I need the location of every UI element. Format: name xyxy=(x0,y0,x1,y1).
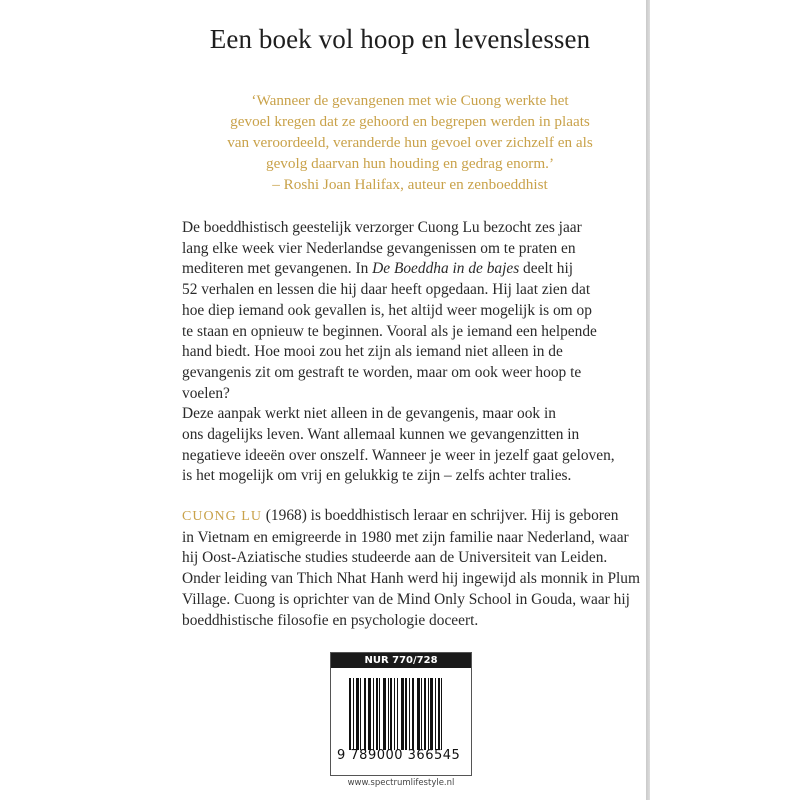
cover-headline: Een boek vol hoop en levenslessen xyxy=(209,24,591,54)
text-segment: deelt hij xyxy=(519,260,574,278)
bio-line: Village. Cuong is oprichter van de Mind Only School in Gouda, waar hij xyxy=(182,590,630,608)
bio-line: hij Oost-Aziatische studies studeerde aan de Universiteit van Leiden. xyxy=(182,549,608,567)
description-line: negatieve ideeën over onszelf. Wanneer je weer in jezelf gaat geloven, xyxy=(182,446,615,464)
bio-line: Onder leiding van Thich Nhat Hanh werd hij ingewijd als monnik in Plum xyxy=(182,570,640,588)
endorsement-quote xyxy=(180,90,640,195)
description-line: De boeddhistisch geestelijk verzorger Cuong Lu bezocht zes jaar xyxy=(182,219,582,236)
quote-line: ‘Wanneer de gevangenen met wie Cuong werkte het xyxy=(251,92,569,109)
description-line: voelen? xyxy=(182,384,230,402)
description-line: lang elke week vier Nederlandse gevangenissen om te praten en xyxy=(182,239,576,257)
publisher-website: www.spectrumlifestyle.nl xyxy=(347,778,455,788)
bio-line: in Vietnam en emigreerde in 1980 met zijn familie naar Nederland, waar xyxy=(182,528,629,546)
description-line: te staan en opnieuw te beginnen. Vooral als je iemand een helpende xyxy=(182,322,597,340)
description-line: hoe diep iemand ook gevallen is, het altijd weer mogelijk is om op xyxy=(182,301,592,319)
isbn-number: 9 789000 366545 xyxy=(337,748,461,763)
quote-line: gevolg daarvan hun houding en gedrag enorm.’ xyxy=(265,155,555,172)
quote-line: gevoel kregen dat ze gehoord en begrepen werden in plaats xyxy=(230,113,590,130)
quote-line: van veroordeeld, veranderde hun gevoel over zichzelf en als xyxy=(227,134,593,151)
nur-code: NUR 770/728 xyxy=(331,653,471,668)
book-title-italic: De Boeddha in de bajes xyxy=(372,260,520,278)
author-name: CUONG LU xyxy=(182,509,262,524)
bio-line xyxy=(182,506,652,528)
description-line: 52 verhalen en lessen die hij daar heeft opgedaan. Hij laat zien dat xyxy=(182,281,591,299)
description-line: hand biedt. Hoe mooi zou het zijn als iemand niet alleen in de xyxy=(182,343,563,361)
barcode-icon xyxy=(349,678,457,750)
text-segment: mediteren met gevangenen. In xyxy=(182,260,373,278)
quote-attribution: – Roshi Joan Halifax, auteur en zenboeddhist xyxy=(272,176,548,193)
author-bio xyxy=(182,506,652,631)
description-line: is het mogelijk om vrij en gelukkig te zijn – zelfs achter tralies. xyxy=(182,467,572,485)
bio-line: boeddhistische filosofie en psychologie doceert. xyxy=(182,611,479,629)
book-description xyxy=(182,218,652,487)
description-line: ons dagelijks leven. Want allemaal kunnen we gevangenzitten in xyxy=(182,426,580,444)
description-line: Deze aanpak werkt niet alleen in de gevangenis, maar ook in xyxy=(182,405,556,423)
text-segment: (1968) is boeddhistisch leraar en schrijver. Hij is geboren xyxy=(261,507,619,524)
background-margin xyxy=(650,0,800,800)
description-line: gevangenis zit om gestraft te worden, maar om ook weer hoop te xyxy=(182,363,582,381)
description-line xyxy=(182,259,652,280)
barcode-label xyxy=(330,652,472,776)
